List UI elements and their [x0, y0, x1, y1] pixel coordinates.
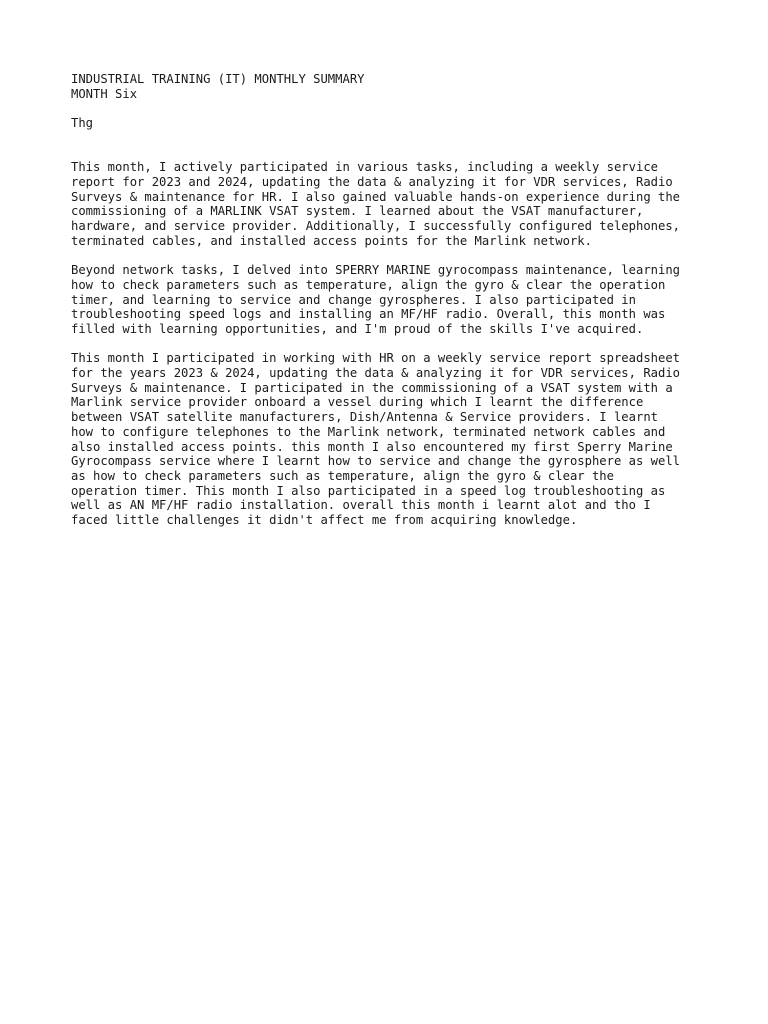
paragraph-line: terminated cables, and installed access points for the Marlink network.	[71, 233, 592, 248]
paragraph-line: well as AN MF/HF radio installation. overall this month i learnt alot and tho I	[71, 498, 651, 513]
paragraph-line: Surveys & maintenance. I participated in the commissioning of a VSAT system with a	[71, 380, 673, 395]
document-page	[71, 72, 711, 542]
paragraph-line: also installed access points. this month I also encountered my first Sperry Marine	[71, 439, 673, 454]
paragraph-3	[71, 351, 711, 527]
paragraph-line: This month, I actively participated in various tasks, including a weekly service	[71, 160, 658, 175]
summary-body	[71, 160, 711, 528]
paragraph-line: Gyrocompass service where I learnt how to service and change the gyrosphere as well	[71, 454, 681, 469]
paragraph-line: hardware, and service provider. Additionally, I successfully configured telephones,	[71, 219, 681, 233]
paragraph-line: filled with learning opportunities, and I'm proud of the skills I've acquired.	[71, 321, 644, 336]
month-label: MONTH Six	[71, 86, 138, 101]
author-initials	[71, 116, 711, 131]
paragraph-line: how to configure telephones to the Marlink network, terminated network cables and	[71, 424, 666, 439]
paragraph-line: timer, and learning to service and change gyrospheres. I also participated in	[71, 292, 636, 307]
paragraph-line: as how to check parameters such as temperature, align the gyro & clear the	[71, 468, 614, 483]
paragraph-line: between VSAT satellite manufacturers, Dish/Antenna & Service providers. I learnt	[71, 410, 658, 425]
paragraph-line: This month I participated in working with HR on a weekly service report spreadsheet	[71, 351, 681, 366]
paragraph-line: Surveys & maintenance for HR. I also gained valuable hands-on experience during the	[71, 189, 681, 204]
paragraph-2	[71, 263, 711, 337]
paragraph-line: commissioning of a MARLINK VSAT system. I learned about the VSAT manufacturer,	[71, 204, 644, 219]
paragraph-line: operation timer. This month I also participated in a speed log troubleshooting as	[71, 483, 666, 498]
document-title: INDUSTRIAL TRAINING (IT) MONTHLY SUMMARY	[71, 72, 365, 86]
paragraph-1	[71, 160, 711, 248]
paragraph-line: how to check parameters such as temperature, align the gyro & clear the operation	[71, 277, 666, 292]
paragraph-line: Marlink service provider onboard a vessel during which I learnt the difference	[71, 395, 644, 410]
paragraph-line: report for 2023 and 2024, updating the data & analyzing it for VDR services, Radio	[71, 174, 673, 189]
paragraph-line: for the years 2023 & 2024, updating the data & analyzing it for VDR services, Radio	[71, 366, 681, 380]
paragraph-line: Beyond network tasks, I delved into SPERRY MARINE gyrocompass maintenance, learning	[71, 263, 681, 278]
document-header	[71, 72, 711, 101]
paragraph-line: faced little challenges it didn't affect me from acquiring knowledge.	[71, 513, 578, 528]
paragraph-line: troubleshooting speed logs and installing an MF/HF radio. Overall, this month was	[71, 307, 666, 322]
signature-text: Thg	[71, 116, 94, 131]
